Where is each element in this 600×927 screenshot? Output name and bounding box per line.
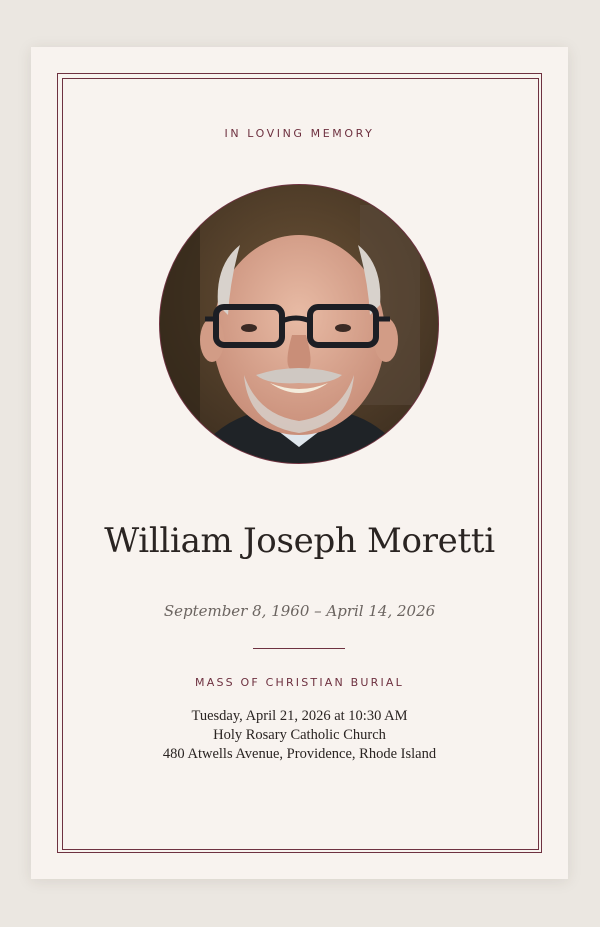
service-address: 480 Atwells Avenue, Providence, Rhode Island bbox=[162, 746, 437, 762]
service-heading: MASS OF CHRISTIAN BURIAL bbox=[195, 676, 404, 689]
service-venue: Holy Rosary Catholic Church bbox=[213, 727, 386, 743]
divider-line bbox=[253, 648, 345, 649]
portrait-illustration bbox=[160, 185, 438, 463]
life-dates: September 8, 1960 – April 14, 2026 bbox=[163, 602, 436, 620]
service-datetime: Tuesday, April 21, 2026 at 10:30 AM bbox=[191, 708, 408, 724]
memorial-card bbox=[31, 47, 568, 879]
eyebrow-text: IN LOVING MEMORY bbox=[224, 127, 375, 140]
service-details bbox=[31, 707, 568, 764]
portrait-photo bbox=[159, 184, 439, 464]
deceased-name: William Joseph Moretti bbox=[104, 521, 495, 561]
